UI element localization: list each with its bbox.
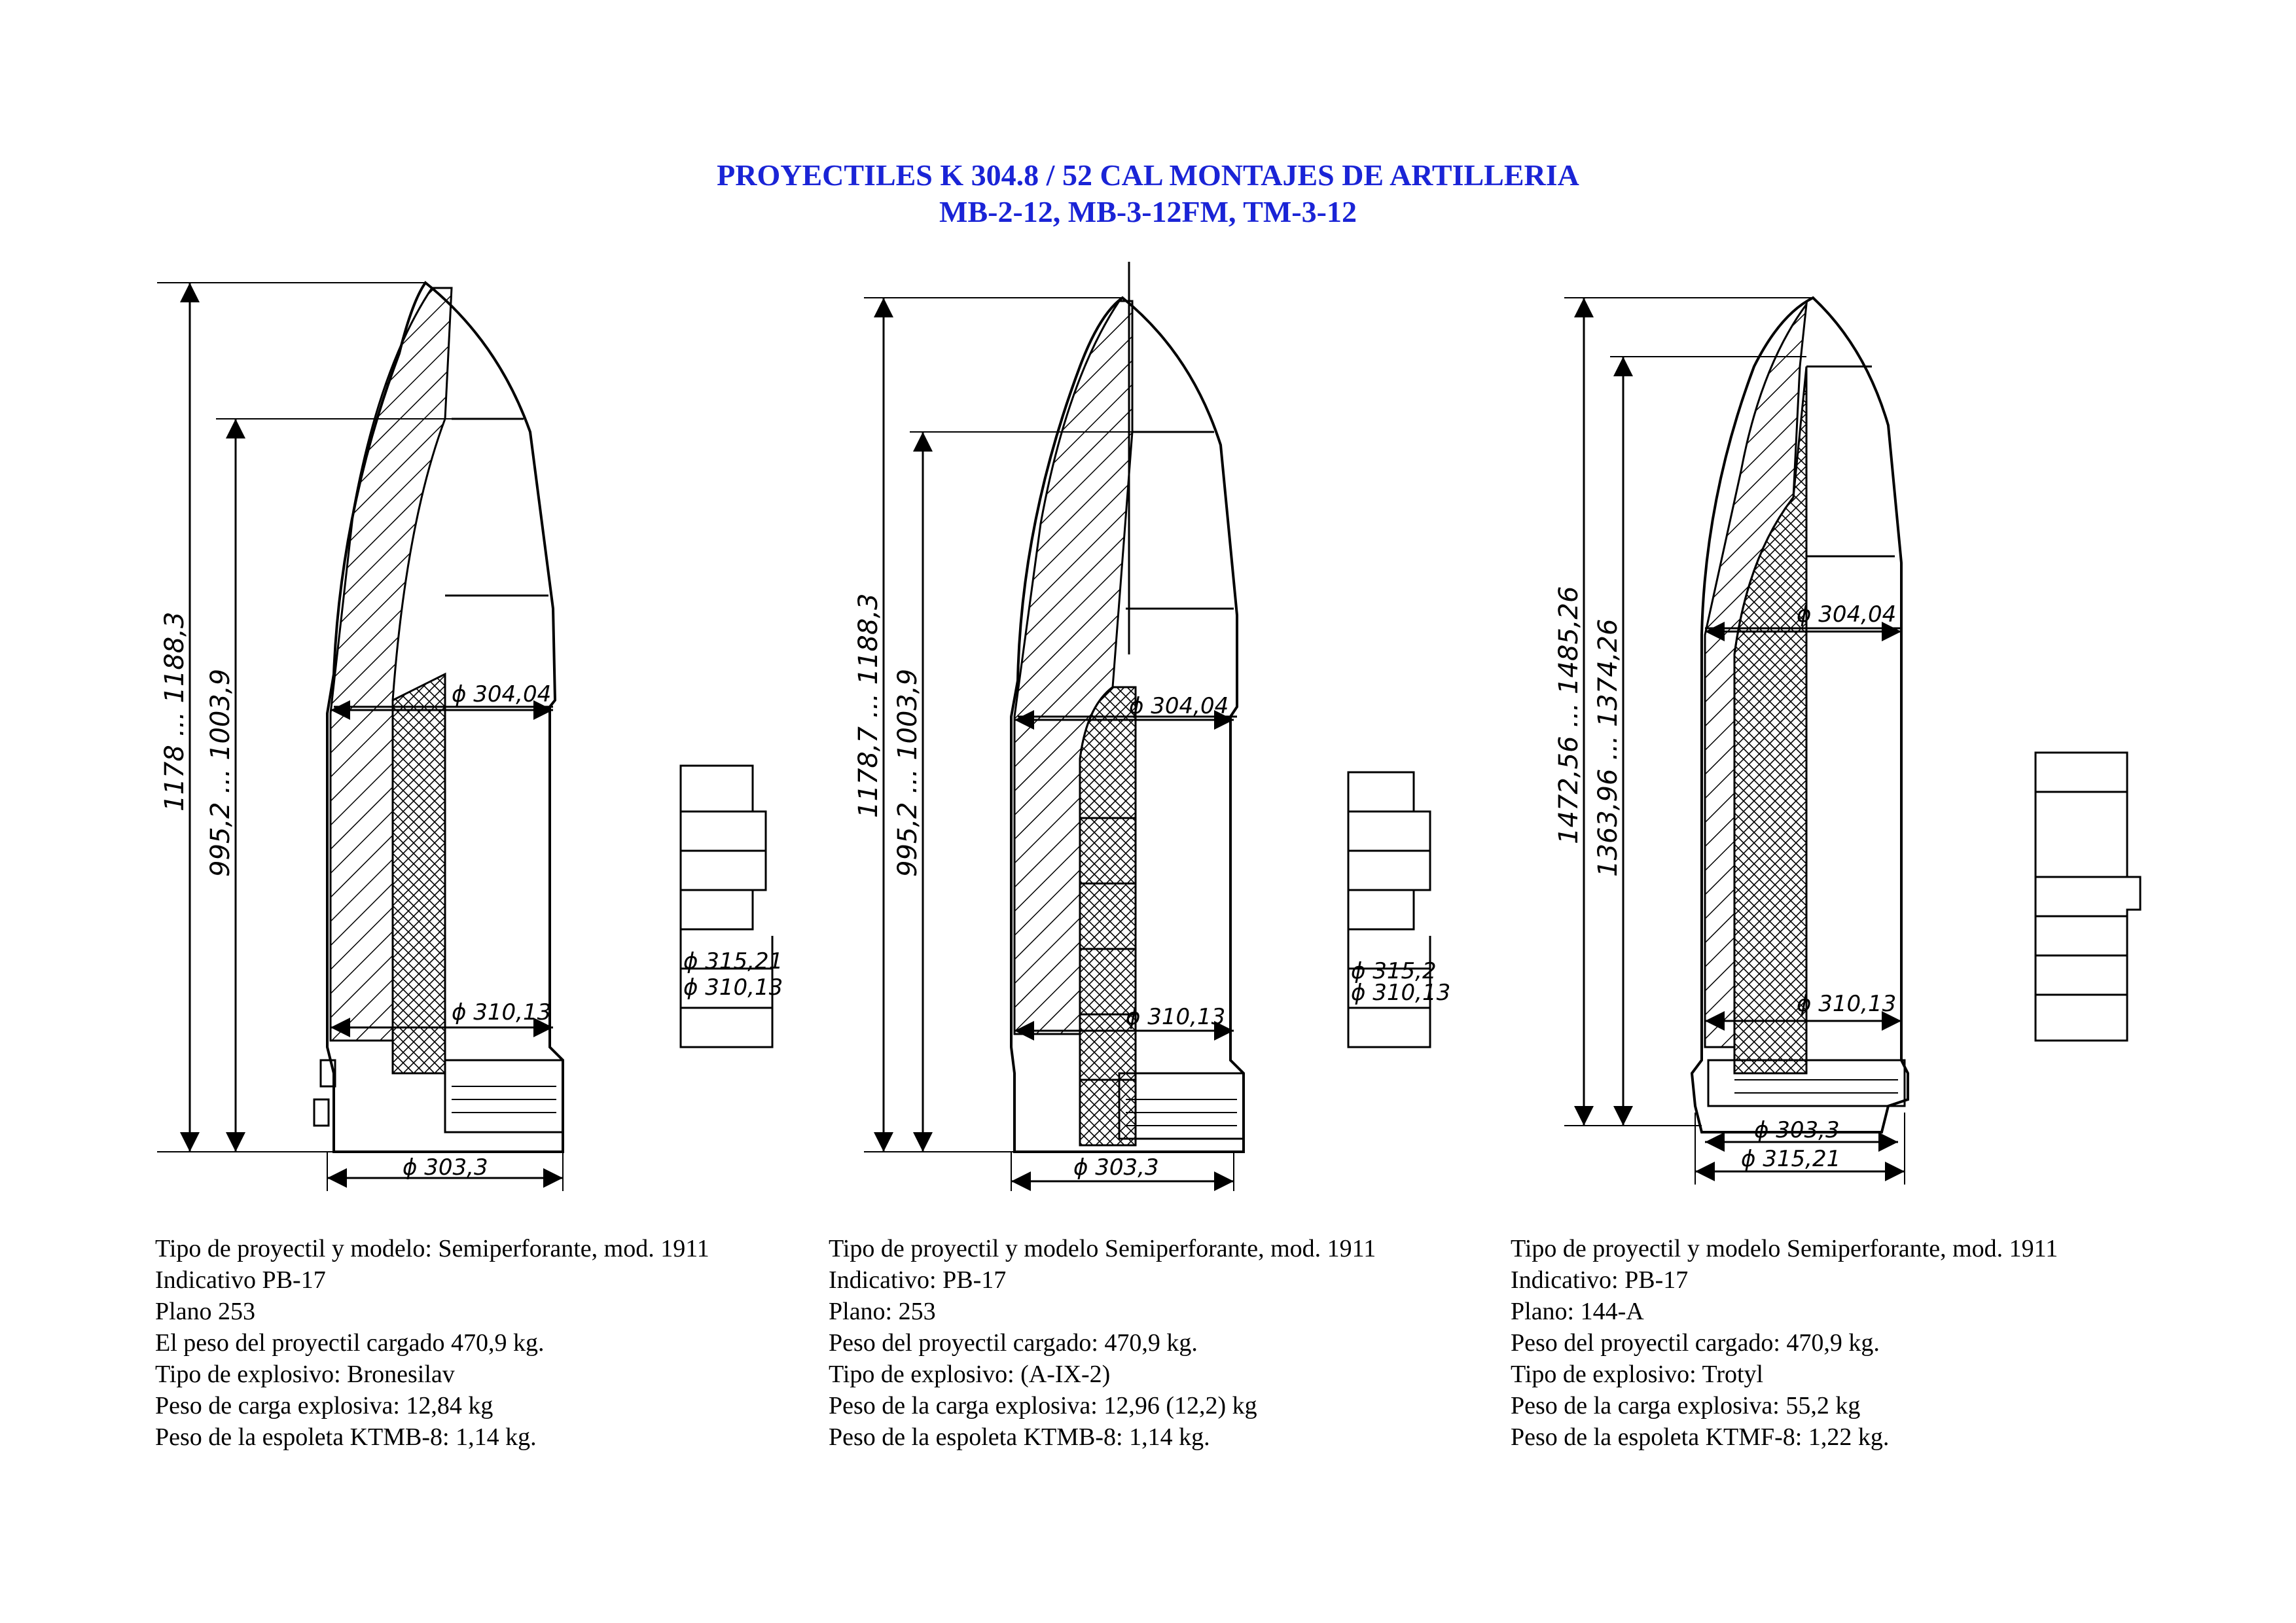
projectile-3-length-total: 1472,56 ... 1485,26: [1554, 586, 1584, 844]
spec-line: Tipo de explosivo: Trotyl: [1511, 1361, 1764, 1388]
spec-line: Peso del proyectil cargado: 470,9 kg.: [1511, 1329, 1880, 1357]
projectile-3-dia-top: ϕ 304,04: [1797, 601, 1897, 628]
projectile-1-dia-band: ϕ 310,13: [452, 999, 552, 1026]
projectile-1-band-dia-b: ϕ 310,13: [683, 974, 783, 1001]
projectile-1-dia-base: ϕ 303,3: [403, 1154, 488, 1181]
projectile-1-band-detail: [681, 766, 772, 1047]
projectile-2-cavity: [1080, 687, 1136, 1145]
projectile-2-length-total: 1178,7 ... 1188,3: [853, 593, 884, 818]
projectile-1-cavity: [393, 674, 445, 1073]
spec-line: Indicativo: PB-17: [829, 1266, 1007, 1294]
projectile-3-dia-base2: ϕ 315,21: [1741, 1146, 1841, 1172]
projectile-1-dia-top: ϕ 304,04: [452, 681, 552, 707]
spec-line: Peso de la espoleta KTMF-8: 1,22 kg.: [1511, 1423, 1890, 1451]
projectile-3-specs: [1511, 1233, 2058, 1453]
projectile-2-dia-base: ϕ 303,3: [1073, 1154, 1159, 1181]
spec-line: Peso de la espoleta KTMB-8: 1,14 kg.: [155, 1423, 537, 1451]
projectile-2-specs: [829, 1233, 1376, 1453]
spec-line: Tipo de explosivo: (A-IX-2): [829, 1361, 1111, 1388]
spec-line: Tipo de explosivo: Bronesilav: [155, 1361, 455, 1388]
projectile-3-band-detail: [2036, 753, 2140, 1041]
projectile-2-dia-band: ϕ 310,13: [1126, 1004, 1226, 1030]
projectile-1-band: [445, 1060, 563, 1132]
spec-line: Plano: 253: [829, 1298, 936, 1325]
spec-line: Peso del proyectil cargado: 470,9 kg.: [829, 1329, 1198, 1357]
spec-line: Peso de la carga explosiva: 12,96 (12,2) kg: [829, 1392, 1257, 1419]
projectile-1-band-dia-a: ϕ 315,21: [683, 948, 783, 974]
projectile-2-band-dia-b: ϕ 310,13: [1351, 980, 1451, 1006]
spec-line: Peso de carga explosiva: 12,84 kg: [155, 1392, 493, 1419]
spec-line: Indicativo: PB-17: [1511, 1266, 1689, 1294]
projectile-1-length-inner: 995,2 ... 1003,9: [206, 668, 236, 877]
projectile-3-length-inner: 1363,96 ... 1374,26: [1593, 618, 1623, 877]
projectile-2-length-inner: 995,2 ... 1003,9: [893, 668, 923, 877]
projectile-3-dia-base: ϕ 303,3: [1754, 1117, 1840, 1143]
spec-line: El peso del proyectil cargado 470,9 kg.: [155, 1329, 545, 1357]
page-title: PROYECTILES K 304.8 / 52 CAL MONTAJES DE ARTILLERIA: [717, 158, 1579, 192]
projectile-3: [1564, 298, 2140, 1185]
spec-line: Indicativo PB-17: [155, 1266, 326, 1294]
spec-line: Tipo de proyectil y modelo: Semiperforante, mod. 1911: [155, 1235, 709, 1262]
projectile-1-length-total: 1178 ... 1188,3: [160, 611, 190, 812]
spec-line: Tipo de proyectil y modelo Semiperforante, mod. 1911: [1511, 1235, 2058, 1262]
projectile-1: [157, 283, 772, 1191]
projectile-2-band: [1119, 1073, 1244, 1139]
spec-line: Plano 253: [155, 1298, 256, 1325]
projectile-2-band-detail: [1348, 772, 1430, 1047]
spec-line: Plano: 144-A: [1511, 1298, 1644, 1325]
spec-line: Peso de la carga explosiva: 55,2 kg: [1511, 1392, 1861, 1419]
projectile-2: [864, 262, 1430, 1191]
spec-line: Peso de la espoleta KTMB-8: 1,14 kg.: [829, 1423, 1210, 1451]
spec-line: Tipo de proyectil y modelo Semiperforante, mod. 1911: [829, 1235, 1376, 1262]
projectile-2-dia-top: ϕ 304,04: [1129, 693, 1229, 719]
projectile-1-specs: [155, 1233, 709, 1453]
page-subtitle: MB-2-12, MB-3-12FM, TM-3-12: [939, 195, 1357, 228]
projectile-3-dia-band: ϕ 310,13: [1797, 991, 1897, 1017]
projectile-2-band-dia-a: ϕ 315,2: [1351, 958, 1437, 984]
